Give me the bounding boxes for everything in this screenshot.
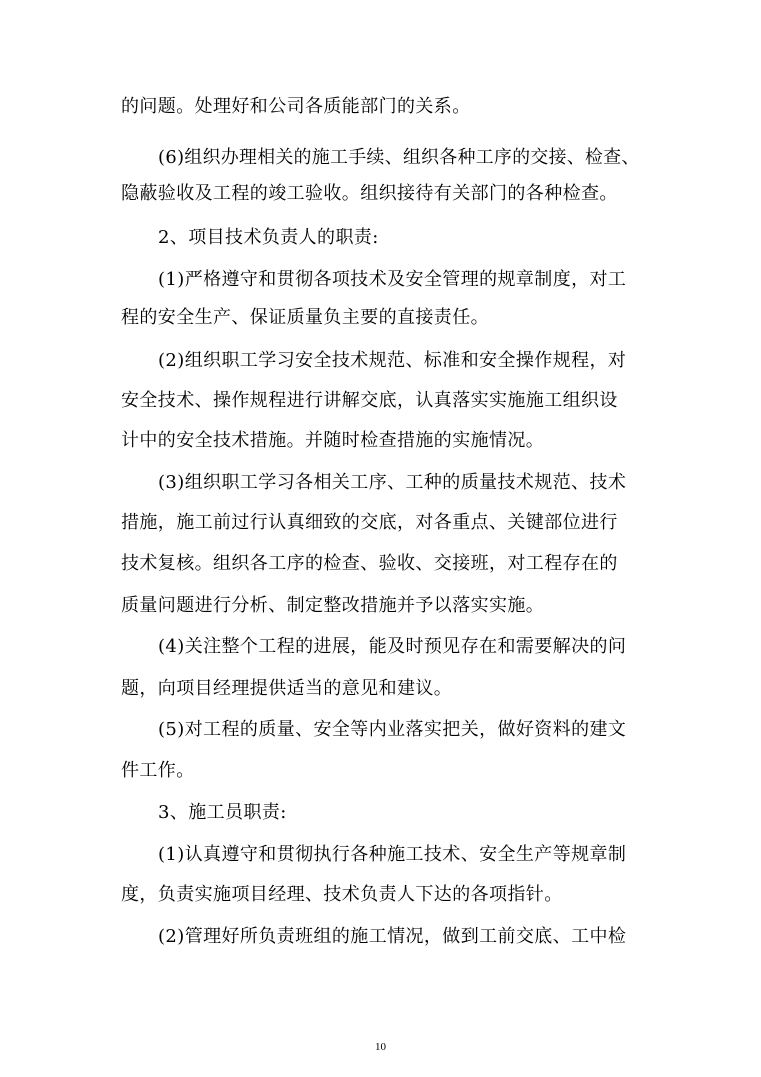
text-line: 程的安全生产、保证质量负主要的直接责任。 [121,307,489,328]
text-line: 质量问题进行分析、制定整改措施并予以落实实施。 [121,595,545,616]
text-line: 计中的安全技术措施。并随时检查措施的实施情况。 [121,430,545,451]
text-line: (2)组织职工学习安全技术规范、标准和安全操作规程，对 [158,350,627,371]
text-line: 隐蔽验收及工程的竣工验收。组织接待有关部门的各种检查。 [121,183,618,204]
text-line: 3、施工员职责: [158,802,287,823]
text-line: (4)关注整个工程的进展，能及时预见存在和需要解决的问 [158,636,627,657]
text-line: (1)认真遵守和贯彻执行各种施工技术、安全生产等规章制 [158,844,627,865]
text-line: (5)对工程的质量、安全等内业落实把关，做好资料的建文 [158,719,627,740]
page-number: 10 [375,1041,386,1053]
text-line: 2、项目技术负责人的职责: [158,227,379,248]
text-line: 技术复核。组织各工序的检查、验收、交接班，对工程存在的 [121,553,618,574]
text-line: (3)组织职工学习各相关工序、工种的质量技术规范、技术 [158,472,627,493]
text-line: 题，向项目经理提供适当的意见和建议。 [121,678,453,699]
text-line: (6)组织办理相关的施工手续、组织各种工序的交接、检查、 [158,147,640,168]
text-line: 度，负责实施项目经理、技术负责人下达的各项指针。 [121,884,563,905]
text-line: 件工作。 [121,760,195,781]
text-line: (2)管理好所负责班组的施工情况，做到工前交底、工中检 [158,926,627,947]
text-line: 措施，施工前过行认真细致的交底，对各重点、关键部位进行 [121,512,618,533]
text-line: 安全技术、操作规程进行讲解交底，认真落实实施施工组织设 [121,390,618,411]
text-line: 的问题。处理好和公司各质能部门的关系。 [121,96,471,117]
text-line: (1)严格遵守和贯彻各项技术及安全管理的规章制度，对工 [158,269,627,290]
